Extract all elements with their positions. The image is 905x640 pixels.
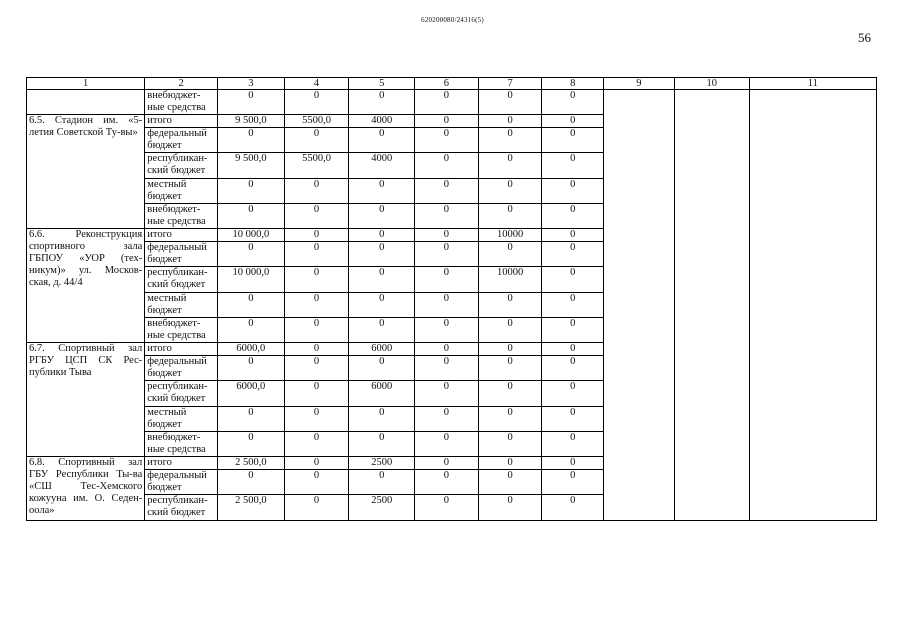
amount-cell: 0 <box>349 432 415 457</box>
amount-cell: 0 <box>284 204 349 229</box>
funding-source-cell: внебюджет-ные средства <box>145 318 218 343</box>
amount-cell: 0 <box>542 179 604 204</box>
budget-table <box>26 77 877 521</box>
amount-cell: 0 <box>542 153 604 179</box>
column-11-cell <box>749 90 876 521</box>
column-header: 1 <box>27 78 145 90</box>
amount-cell: 0 <box>415 242 479 267</box>
amount-cell: 0 <box>349 90 415 115</box>
amount-cell: 0 <box>218 293 285 318</box>
amount-cell: 2500 <box>349 495 415 521</box>
funding-source-cell: местный бюджет <box>145 293 218 318</box>
amount-cell: 0 <box>349 407 415 432</box>
amount-cell: 0 <box>284 229 349 242</box>
column-header: 3 <box>218 78 285 90</box>
amount-cell: 0 <box>542 457 604 470</box>
amount-cell: 0 <box>415 204 479 229</box>
amount-cell: 0 <box>218 318 285 343</box>
amount-cell: 0 <box>478 407 542 432</box>
column-header: 5 <box>349 78 415 90</box>
column-header-row <box>27 78 877 90</box>
amount-cell: 0 <box>415 128 479 153</box>
amount-cell: 0 <box>349 242 415 267</box>
amount-cell: 0 <box>478 318 542 343</box>
column-header: 9 <box>604 78 675 90</box>
amount-cell: 10000 <box>478 229 542 242</box>
amount-cell: 0 <box>218 407 285 432</box>
amount-cell: 9 500,0 <box>218 153 285 179</box>
amount-cell: 0 <box>478 470 542 495</box>
amount-cell: 0 <box>478 90 542 115</box>
amount-cell: 0 <box>415 115 479 128</box>
funding-source-cell: итого <box>145 115 218 128</box>
amount-cell: 0 <box>284 90 349 115</box>
table-row <box>27 90 877 115</box>
amount-cell: 0 <box>349 318 415 343</box>
amount-cell: 0 <box>284 179 349 204</box>
amount-cell: 0 <box>284 470 349 495</box>
amount-cell: 4000 <box>349 153 415 179</box>
column-header: 6 <box>415 78 479 90</box>
amount-cell: 0 <box>478 115 542 128</box>
amount-cell: 0 <box>218 179 285 204</box>
amount-cell: 4000 <box>349 115 415 128</box>
amount-cell: 0 <box>415 407 479 432</box>
page-number: 56 <box>858 30 871 45</box>
amount-cell: 0 <box>349 267 415 293</box>
column-header: 11 <box>749 78 876 90</box>
amount-cell: 0 <box>542 318 604 343</box>
amount-cell: 10000 <box>478 267 542 293</box>
amount-cell: 0 <box>284 293 349 318</box>
amount-cell: 0 <box>415 356 479 381</box>
amount-cell: 0 <box>415 293 479 318</box>
amount-cell: 0 <box>542 229 604 242</box>
column-10-cell <box>674 90 749 521</box>
amount-cell: 0 <box>542 204 604 229</box>
amount-cell: 2 500,0 <box>218 457 285 470</box>
amount-cell: 0 <box>284 128 349 153</box>
amount-cell: 0 <box>542 470 604 495</box>
amount-cell: 9 500,0 <box>218 115 285 128</box>
column-header: 10 <box>674 78 749 90</box>
amount-cell: 0 <box>349 179 415 204</box>
amount-cell: 0 <box>478 343 542 356</box>
amount-cell: 0 <box>478 293 542 318</box>
amount-cell: 0 <box>284 495 349 521</box>
funding-source-cell: внебюджет-ные средства <box>145 90 218 115</box>
amount-cell: 6000,0 <box>218 381 285 407</box>
amount-cell: 0 <box>284 432 349 457</box>
amount-cell: 0 <box>542 381 604 407</box>
column-9-cell <box>604 90 675 521</box>
amount-cell: 6000 <box>349 343 415 356</box>
amount-cell: 0 <box>478 153 542 179</box>
amount-cell: 0 <box>349 204 415 229</box>
amount-cell: 0 <box>478 457 542 470</box>
object-cell-empty <box>27 90 145 115</box>
amount-cell: 5500,0 <box>284 115 349 128</box>
amount-cell: 0 <box>542 90 604 115</box>
object-name-cell: 6.8. Спортивный зал ГБУ Республики Ты-ва «СШ Тес-Хемского кожууна им. О. Седен-оола» <box>27 457 145 521</box>
amount-cell: 0 <box>478 204 542 229</box>
amount-cell: 0 <box>349 128 415 153</box>
amount-cell: 0 <box>415 470 479 495</box>
amount-cell: 0 <box>542 115 604 128</box>
amount-cell: 0 <box>542 343 604 356</box>
amount-cell: 2 500,0 <box>218 495 285 521</box>
amount-cell: 2500 <box>349 457 415 470</box>
amount-cell: 0 <box>542 356 604 381</box>
amount-cell: 0 <box>478 495 542 521</box>
column-header: 2 <box>145 78 218 90</box>
object-name-cell: 6.7. Спортивный зал РГБУ ЦСП СК Рес-публики Тыва <box>27 343 145 457</box>
funding-source-cell: федеральный бюджет <box>145 242 218 267</box>
amount-cell: 0 <box>284 318 349 343</box>
funding-source-cell: внебюджет-ные средства <box>145 204 218 229</box>
object-name-cell: 6.5. Стадион им. «5-летия Советской Ту-вы» <box>27 115 145 229</box>
amount-cell: 0 <box>415 381 479 407</box>
amount-cell: 0 <box>542 432 604 457</box>
table-body <box>27 78 877 521</box>
amount-cell: 0 <box>542 128 604 153</box>
amount-cell: 0 <box>478 179 542 204</box>
amount-cell: 0 <box>218 432 285 457</box>
funding-source-cell: местный бюджет <box>145 179 218 204</box>
amount-cell: 0 <box>284 356 349 381</box>
funding-source-cell: итого <box>145 343 218 356</box>
amount-cell: 0 <box>478 381 542 407</box>
amount-cell: 5500,0 <box>284 153 349 179</box>
amount-cell: 0 <box>415 457 479 470</box>
amount-cell: 0 <box>284 381 349 407</box>
document-code: 620200080/24316(5) <box>421 16 484 24</box>
amount-cell: 0 <box>415 432 479 457</box>
amount-cell: 0 <box>542 407 604 432</box>
funding-source-cell: федеральный бюджет <box>145 470 218 495</box>
amount-cell: 10 000,0 <box>218 229 285 242</box>
amount-cell: 0 <box>349 293 415 318</box>
amount-cell: 0 <box>542 293 604 318</box>
amount-cell: 0 <box>478 242 542 267</box>
amount-cell: 0 <box>415 318 479 343</box>
amount-cell: 0 <box>349 229 415 242</box>
amount-cell: 0 <box>415 495 479 521</box>
amount-cell: 0 <box>284 457 349 470</box>
amount-cell: 0 <box>415 229 479 242</box>
amount-cell: 0 <box>284 267 349 293</box>
amount-cell: 0 <box>218 470 285 495</box>
amount-cell: 0 <box>284 343 349 356</box>
amount-cell: 0 <box>218 356 285 381</box>
amount-cell: 6000 <box>349 381 415 407</box>
funding-source-cell: республикан-ский бюджет <box>145 381 218 407</box>
funding-source-cell: местный бюджет <box>145 407 218 432</box>
funding-source-cell: итого <box>145 229 218 242</box>
funding-source-cell: республикан-ский бюджет <box>145 495 218 521</box>
amount-cell: 0 <box>218 90 285 115</box>
amount-cell: 0 <box>478 128 542 153</box>
object-name-cell: 6.6. Реконструкция спортивного зала ГБПОУ «УОР (тех-никум)» ул. Москов-ская, д. 44/4 <box>27 229 145 343</box>
column-header: 7 <box>478 78 542 90</box>
amount-cell: 0 <box>415 179 479 204</box>
amount-cell: 0 <box>284 242 349 267</box>
amount-cell: 0 <box>415 90 479 115</box>
funding-source-cell: республикан-ский бюджет <box>145 153 218 179</box>
amount-cell: 0 <box>478 432 542 457</box>
funding-source-cell: федеральный бюджет <box>145 356 218 381</box>
amount-cell: 0 <box>415 153 479 179</box>
column-header: 4 <box>284 78 349 90</box>
amount-cell: 0 <box>478 356 542 381</box>
funding-source-cell: федеральный бюджет <box>145 128 218 153</box>
amount-cell: 0 <box>542 242 604 267</box>
amount-cell: 0 <box>415 343 479 356</box>
amount-cell: 6000,0 <box>218 343 285 356</box>
amount-cell: 10 000,0 <box>218 267 285 293</box>
amount-cell: 0 <box>218 204 285 229</box>
amount-cell: 0 <box>284 407 349 432</box>
amount-cell: 0 <box>218 128 285 153</box>
amount-cell: 0 <box>349 356 415 381</box>
amount-cell: 0 <box>349 470 415 495</box>
funding-source-cell: внебюджет-ные средства <box>145 432 218 457</box>
funding-source-cell: итого <box>145 457 218 470</box>
amount-cell: 0 <box>415 267 479 293</box>
amount-cell: 0 <box>218 242 285 267</box>
column-header: 8 <box>542 78 604 90</box>
amount-cell: 0 <box>542 267 604 293</box>
amount-cell: 0 <box>542 495 604 521</box>
funding-source-cell: республикан-ский бюджет <box>145 267 218 293</box>
